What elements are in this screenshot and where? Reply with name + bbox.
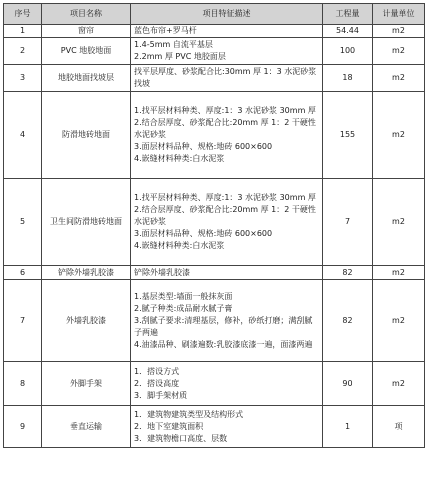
desc-line: 2.结合层厚度、砂浆配合比:20mm 厚 1：2 干硬性水泥砂浆 — [134, 118, 316, 139]
row-unit: m2 — [373, 92, 425, 179]
desc-line: 4.油漆品种、刷漆遍数:乳胶漆底漆一遍，面漆两遍 — [134, 339, 313, 349]
row-desc — [131, 38, 323, 65]
desc-line: 铲除外墙乳胶漆 — [134, 267, 190, 277]
row-seq: 7 — [4, 280, 42, 362]
table-row — [4, 38, 425, 65]
desc-line: 4.嵌缝材料种类:白水泥浆 — [134, 241, 225, 250]
table-row — [4, 362, 425, 406]
desc-line: 2．地下室建筑面积 — [134, 421, 204, 431]
desc-line: 4.嵌缝材料种类:白水泥浆 — [134, 154, 225, 163]
desc-line: 1.找平层材料种类、厚度:1：3 水泥砂浆 30mm 厚 — [134, 106, 316, 115]
table-row — [4, 65, 425, 92]
row-unit: m2 — [373, 179, 425, 266]
row-seq: 3 — [4, 65, 42, 92]
row-unit: m2 — [373, 266, 425, 280]
row-name: PVC 地胶地面 — [42, 38, 131, 65]
desc-line: 1．搭设方式 — [134, 366, 180, 376]
row-name: 铲除外墙乳胶漆 — [42, 266, 131, 280]
row-desc — [131, 179, 323, 266]
row-seq: 1 — [4, 25, 42, 38]
row-qty: 18 — [323, 65, 373, 92]
desc-line: 3.刮腻子要求:清理基层，修补，砂纸打磨；满刮腻子两遍 — [134, 315, 313, 337]
header-seq: 序号 — [4, 4, 42, 25]
desc-line: 蓝色布帘+罗马杆 — [134, 26, 197, 35]
quantity-table — [3, 3, 425, 448]
row-qty: 82 — [323, 280, 373, 362]
row-desc — [131, 362, 323, 406]
row-seq: 4 — [4, 92, 42, 179]
header-qty: 工程量 — [323, 4, 373, 25]
row-seq: 5 — [4, 179, 42, 266]
row-seq: 6 — [4, 266, 42, 280]
table-row — [4, 25, 425, 38]
row-name: 卫生间防滑地砖地面 — [42, 179, 131, 266]
row-name: 外墙乳胶漆 — [42, 280, 131, 362]
desc-line: 找平层厚度、砂浆配合比:30mm 厚 1：3 水泥砂浆找坡 — [134, 67, 317, 88]
desc-line: 1.4-5mm 自流平基层 — [134, 40, 213, 49]
row-desc — [131, 65, 323, 92]
table-row — [4, 280, 425, 362]
row-desc — [131, 266, 323, 280]
desc-line: 1．建筑物建筑类型及结构形式 — [134, 409, 244, 419]
desc-line: 3.面层材料品种、规格:地砖 600×600 — [134, 229, 273, 238]
row-qty: 100 — [323, 38, 373, 65]
desc-line: 2.腻子种类:成品耐水腻子膏 — [134, 303, 233, 313]
row-desc — [131, 25, 323, 38]
row-qty: 82 — [323, 266, 373, 280]
row-seq: 9 — [4, 406, 42, 448]
row-unit: m2 — [373, 65, 425, 92]
row-name: 防滑地砖地面 — [42, 92, 131, 179]
row-desc — [131, 280, 323, 362]
desc-line: 2.结合层厚度、砂浆配合比:20mm 厚 1：2 干硬性水泥砂浆 — [134, 205, 316, 226]
row-name: 外脚手架 — [42, 362, 131, 406]
table-row — [4, 179, 425, 266]
row-name: 地胶地面找坡层 — [42, 65, 131, 92]
row-qty: 155 — [323, 92, 373, 179]
row-seq: 8 — [4, 362, 42, 406]
desc-line: 3．脚手架材质 — [134, 390, 188, 400]
desc-line: 1.找平层材料种类、厚度:1：3 水泥砂浆 30mm 厚 — [134, 193, 316, 202]
row-unit: m2 — [373, 280, 425, 362]
table-row — [4, 266, 425, 280]
row-seq: 2 — [4, 38, 42, 65]
header-desc: 项目特征描述 — [131, 4, 323, 25]
header-unit: 计量单位 — [373, 4, 425, 25]
header-name: 项目名称 — [42, 4, 131, 25]
row-unit: m2 — [373, 362, 425, 406]
desc-line: 3．建筑物檐口高度、层数 — [134, 433, 228, 443]
desc-line: 1.基层类型:墙面一般抹灰面 — [134, 291, 233, 301]
table-row — [4, 406, 425, 448]
row-qty: 54.44 — [323, 25, 373, 38]
table-header-row — [4, 4, 425, 25]
row-desc — [131, 406, 323, 448]
row-qty: 90 — [323, 362, 373, 406]
row-unit: m2 — [373, 38, 425, 65]
row-qty: 7 — [323, 179, 373, 266]
row-unit: m2 — [373, 25, 425, 38]
row-name: 垂直运输 — [42, 406, 131, 448]
row-name: 窗帘 — [42, 25, 131, 38]
row-qty: 1 — [323, 406, 373, 448]
table-row — [4, 92, 425, 179]
desc-line: 3.面层材料品种、规格:地砖 600×600 — [134, 142, 273, 151]
row-desc — [131, 92, 323, 179]
desc-line: 2．搭设高度 — [134, 378, 180, 388]
row-unit: 项 — [373, 406, 425, 448]
desc-line: 2.2mm 厚 PVC 地胶面层 — [134, 52, 226, 61]
